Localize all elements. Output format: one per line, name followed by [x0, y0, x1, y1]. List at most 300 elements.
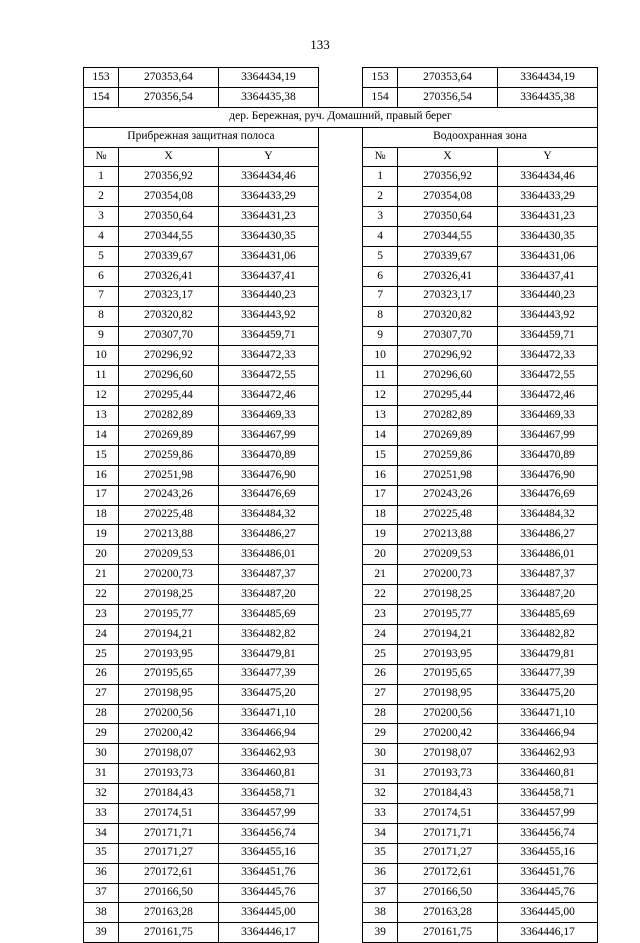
- point-number: 36: [84, 863, 119, 883]
- column-gap: [318, 545, 362, 565]
- x-coordinate: 270213,88: [398, 525, 498, 545]
- point-number: 27: [363, 684, 398, 704]
- y-coordinate: 3364431,06: [498, 247, 598, 267]
- x-coordinate: 270195,77: [119, 605, 219, 625]
- column-gap: [318, 565, 362, 585]
- header-y: Y: [218, 147, 318, 167]
- right-zone-title: Водоохранная зона: [363, 127, 598, 147]
- x-coordinate: 270194,21: [398, 624, 498, 644]
- x-coordinate: 270354,08: [398, 187, 498, 207]
- table-row: [84, 744, 598, 764]
- table-row: [84, 167, 598, 187]
- table-row: [84, 445, 598, 465]
- x-coordinate: 270269,89: [398, 426, 498, 446]
- point-number: 30: [363, 744, 398, 764]
- table-row: [84, 704, 598, 724]
- y-coordinate: 3364433,29: [218, 187, 318, 207]
- y-coordinate: 3364435,38: [218, 87, 318, 107]
- x-coordinate: 270209,53: [119, 545, 219, 565]
- point-number: 31: [84, 764, 119, 784]
- point-number: 21: [363, 565, 398, 585]
- y-coordinate: 3364460,81: [218, 764, 318, 784]
- x-coordinate: 270296,92: [119, 346, 219, 366]
- column-gap: [318, 147, 362, 167]
- column-gap: [318, 247, 362, 267]
- x-coordinate: 270282,89: [398, 406, 498, 426]
- column-gap: [318, 883, 362, 903]
- y-coordinate: 3364487,37: [218, 565, 318, 585]
- point-number: 36: [363, 863, 398, 883]
- column-gap: [318, 525, 362, 545]
- point-number: 10: [363, 346, 398, 366]
- x-coordinate: 270356,92: [119, 167, 219, 187]
- x-coordinate: 270198,07: [398, 744, 498, 764]
- table-row: [84, 565, 598, 585]
- column-gap: [318, 485, 362, 505]
- point-number: 16: [363, 465, 398, 485]
- y-coordinate: 3364472,55: [498, 366, 598, 386]
- x-coordinate: 270339,67: [398, 247, 498, 267]
- point-number: 15: [363, 445, 398, 465]
- point-number: 37: [363, 883, 398, 903]
- y-coordinate: 3364482,82: [498, 624, 598, 644]
- column-gap: [318, 823, 362, 843]
- column-gap: [318, 764, 362, 784]
- table-row: [84, 465, 598, 485]
- y-coordinate: 3364451,76: [218, 863, 318, 883]
- y-coordinate: 3364435,38: [498, 87, 598, 107]
- x-coordinate: 270174,51: [398, 803, 498, 823]
- y-coordinate: 3364476,90: [498, 465, 598, 485]
- y-coordinate: 3364467,99: [218, 426, 318, 446]
- point-number: 17: [84, 485, 119, 505]
- x-coordinate: 270243,26: [398, 485, 498, 505]
- table-row: [84, 664, 598, 684]
- y-coordinate: 3364434,46: [498, 167, 598, 187]
- x-coordinate: 270200,73: [119, 565, 219, 585]
- x-coordinate: 270200,42: [119, 724, 219, 744]
- column-gap: [318, 724, 362, 744]
- column-gap: [318, 127, 362, 147]
- column-gap: [318, 624, 362, 644]
- x-coordinate: 270172,61: [398, 863, 498, 883]
- column-gap: [318, 644, 362, 664]
- page-number: 133: [310, 37, 330, 52]
- x-coordinate: 270323,17: [398, 286, 498, 306]
- x-coordinate: 270339,67: [119, 247, 219, 267]
- table-row: [84, 286, 598, 306]
- coordinates-table: [83, 67, 598, 943]
- x-coordinate: 270295,44: [119, 386, 219, 406]
- column-gap: [318, 505, 362, 525]
- x-coordinate: 270356,92: [398, 167, 498, 187]
- point-number: 14: [363, 426, 398, 446]
- y-coordinate: 3364462,93: [498, 744, 598, 764]
- table-row: [84, 247, 598, 267]
- y-coordinate: 3364486,27: [498, 525, 598, 545]
- point-number: 8: [363, 306, 398, 326]
- x-coordinate: 270296,60: [398, 366, 498, 386]
- zone-title-row: [84, 127, 598, 147]
- x-coordinate: 270269,89: [119, 426, 219, 446]
- column-gap: [318, 923, 362, 943]
- header-number: №: [84, 147, 119, 167]
- point-number: 23: [363, 605, 398, 625]
- table-row: [84, 525, 598, 545]
- column-gap: [318, 903, 362, 923]
- point-number: 33: [363, 803, 398, 823]
- table-row: [84, 187, 598, 207]
- x-coordinate: 270344,55: [119, 227, 219, 247]
- point-number: 20: [363, 545, 398, 565]
- column-gap: [318, 306, 362, 326]
- x-coordinate: 270209,53: [398, 545, 498, 565]
- y-coordinate: 3364470,89: [218, 445, 318, 465]
- x-coordinate: 270193,73: [398, 764, 498, 784]
- point-number: 11: [84, 366, 119, 386]
- point-number: 6: [84, 266, 119, 286]
- column-gap: [318, 744, 362, 764]
- x-coordinate: 270174,51: [119, 803, 219, 823]
- point-number: 27: [84, 684, 119, 704]
- y-coordinate: 3364471,10: [498, 704, 598, 724]
- point-number: 18: [84, 505, 119, 525]
- point-number: 2: [363, 187, 398, 207]
- point-number: 18: [363, 505, 398, 525]
- point-number: 10: [84, 346, 119, 366]
- y-coordinate: 3364459,71: [498, 326, 598, 346]
- x-coordinate: 270171,71: [119, 823, 219, 843]
- point-number: 35: [84, 843, 119, 863]
- point-number: 28: [363, 704, 398, 724]
- table-row: [84, 823, 598, 843]
- x-coordinate: 270198,95: [119, 684, 219, 704]
- point-number: 34: [363, 823, 398, 843]
- y-coordinate: 3364485,69: [498, 605, 598, 625]
- point-number: 13: [84, 406, 119, 426]
- x-coordinate: 270195,77: [398, 605, 498, 625]
- y-coordinate: 3364475,20: [498, 684, 598, 704]
- column-gap: [318, 704, 362, 724]
- table-row: [84, 624, 598, 644]
- x-coordinate: 270296,60: [119, 366, 219, 386]
- column-gap: [318, 266, 362, 286]
- y-coordinate: 3364446,17: [218, 923, 318, 943]
- x-coordinate: 270195,65: [398, 664, 498, 684]
- x-coordinate: 270259,86: [119, 445, 219, 465]
- point-number: 4: [363, 227, 398, 247]
- point-number: 9: [84, 326, 119, 346]
- column-gap: [318, 87, 362, 107]
- table-row: [84, 306, 598, 326]
- column-gap: [318, 187, 362, 207]
- table-row: [84, 764, 598, 784]
- y-coordinate: 3364466,94: [218, 724, 318, 744]
- point-number: 14: [84, 426, 119, 446]
- y-coordinate: 3364431,23: [498, 207, 598, 227]
- point-number: 1: [84, 167, 119, 187]
- x-coordinate: 270198,95: [398, 684, 498, 704]
- point-number: 1: [363, 167, 398, 187]
- x-coordinate: 270326,41: [119, 266, 219, 286]
- column-gap: [318, 803, 362, 823]
- point-number: 22: [84, 585, 119, 605]
- column-gap: [318, 207, 362, 227]
- point-number: 30: [84, 744, 119, 764]
- table-row: [84, 883, 598, 903]
- x-coordinate: 270350,64: [119, 207, 219, 227]
- y-coordinate: 3364445,00: [498, 903, 598, 923]
- column-gap: [318, 386, 362, 406]
- x-coordinate: 270200,56: [398, 704, 498, 724]
- point-number: 23: [84, 605, 119, 625]
- x-coordinate: 270225,48: [119, 505, 219, 525]
- x-coordinate: 270353,64: [398, 68, 498, 88]
- point-number: 3: [84, 207, 119, 227]
- x-coordinate: 270251,98: [119, 465, 219, 485]
- y-coordinate: 3364437,41: [498, 266, 598, 286]
- x-coordinate: 270184,43: [119, 784, 219, 804]
- point-number: 37: [84, 883, 119, 903]
- y-coordinate: 3364467,99: [498, 426, 598, 446]
- x-coordinate: 270320,82: [119, 306, 219, 326]
- table-row: [84, 803, 598, 823]
- y-coordinate: 3364458,71: [218, 784, 318, 804]
- point-number: 154: [363, 87, 398, 107]
- y-coordinate: 3364472,46: [218, 386, 318, 406]
- y-coordinate: 3364476,69: [218, 485, 318, 505]
- header-y: Y: [498, 147, 598, 167]
- y-coordinate: 3364487,20: [218, 585, 318, 605]
- column-gap: [318, 167, 362, 187]
- y-coordinate: 3364445,76: [498, 883, 598, 903]
- point-number: 2: [84, 187, 119, 207]
- point-number: 19: [84, 525, 119, 545]
- y-coordinate: 3364458,71: [498, 784, 598, 804]
- x-coordinate: 270323,17: [119, 286, 219, 306]
- y-coordinate: 3364445,00: [218, 903, 318, 923]
- point-number: 25: [363, 644, 398, 664]
- point-number: 26: [363, 664, 398, 684]
- header-x: X: [119, 147, 219, 167]
- column-gap: [318, 784, 362, 804]
- x-coordinate: 270166,50: [398, 883, 498, 903]
- column-gap: [318, 843, 362, 863]
- point-number: 11: [363, 366, 398, 386]
- y-coordinate: 3364459,71: [218, 326, 318, 346]
- y-coordinate: 3364477,39: [218, 664, 318, 684]
- y-coordinate: 3364476,90: [218, 465, 318, 485]
- table-row: [84, 68, 598, 88]
- x-coordinate: 270282,89: [119, 406, 219, 426]
- x-coordinate: 270193,95: [119, 644, 219, 664]
- point-number: 7: [84, 286, 119, 306]
- point-number: 13: [363, 406, 398, 426]
- y-coordinate: 3364477,39: [498, 664, 598, 684]
- point-number: 25: [84, 644, 119, 664]
- y-coordinate: 3364466,94: [498, 724, 598, 744]
- point-number: 15: [84, 445, 119, 465]
- y-coordinate: 3364475,20: [218, 684, 318, 704]
- y-coordinate: 3364476,69: [498, 485, 598, 505]
- x-coordinate: 270193,95: [398, 644, 498, 664]
- y-coordinate: 3364430,35: [498, 227, 598, 247]
- y-coordinate: 3364445,76: [218, 883, 318, 903]
- section-title: дер. Бережная, руч. Домашний, правый берег: [84, 107, 598, 127]
- y-coordinate: 3364456,74: [218, 823, 318, 843]
- column-gap: [318, 227, 362, 247]
- x-coordinate: 270251,98: [398, 465, 498, 485]
- y-coordinate: 3364434,46: [218, 167, 318, 187]
- y-coordinate: 3364484,32: [218, 505, 318, 525]
- x-coordinate: 270259,86: [398, 445, 498, 465]
- y-coordinate: 3364456,74: [498, 823, 598, 843]
- column-gap: [318, 684, 362, 704]
- point-number: 16: [84, 465, 119, 485]
- x-coordinate: 270356,54: [119, 87, 219, 107]
- x-coordinate: 270344,55: [398, 227, 498, 247]
- x-coordinate: 270296,92: [398, 346, 498, 366]
- x-coordinate: 270161,75: [398, 923, 498, 943]
- y-coordinate: 3364460,81: [498, 764, 598, 784]
- column-gap: [318, 326, 362, 346]
- y-coordinate: 3364434,19: [218, 68, 318, 88]
- table-row: [84, 863, 598, 883]
- y-coordinate: 3364469,33: [498, 406, 598, 426]
- point-number: 20: [84, 545, 119, 565]
- column-gap: [318, 426, 362, 446]
- table-row: [84, 386, 598, 406]
- point-number: 4: [84, 227, 119, 247]
- point-number: 31: [363, 764, 398, 784]
- y-coordinate: 3364455,16: [498, 843, 598, 863]
- point-number: 34: [84, 823, 119, 843]
- x-coordinate: 270225,48: [398, 505, 498, 525]
- column-gap: [318, 465, 362, 485]
- y-coordinate: 3364430,35: [218, 227, 318, 247]
- column-gap: [318, 346, 362, 366]
- y-coordinate: 3364472,46: [498, 386, 598, 406]
- y-coordinate: 3364470,89: [498, 445, 598, 465]
- y-coordinate: 3364434,19: [498, 68, 598, 88]
- table-row: [84, 406, 598, 426]
- column-header-row: [84, 147, 598, 167]
- x-coordinate: 270198,25: [398, 585, 498, 605]
- point-number: 9: [363, 326, 398, 346]
- point-number: 32: [84, 784, 119, 804]
- x-coordinate: 270326,41: [398, 266, 498, 286]
- point-number: 28: [84, 704, 119, 724]
- y-coordinate: 3364486,01: [218, 545, 318, 565]
- y-coordinate: 3364472,33: [218, 346, 318, 366]
- point-number: 6: [363, 266, 398, 286]
- x-coordinate: 270172,61: [119, 863, 219, 883]
- y-coordinate: 3364431,23: [218, 207, 318, 227]
- point-number: 38: [363, 903, 398, 923]
- x-coordinate: 270213,88: [119, 525, 219, 545]
- section-title-row: [84, 107, 598, 127]
- y-coordinate: 3364487,37: [498, 565, 598, 585]
- y-coordinate: 3364486,01: [498, 545, 598, 565]
- x-coordinate: 270353,64: [119, 68, 219, 88]
- column-gap: [318, 406, 362, 426]
- point-number: 154: [84, 87, 119, 107]
- y-coordinate: 3364479,81: [218, 644, 318, 664]
- y-coordinate: 3364469,33: [218, 406, 318, 426]
- table-row: [84, 684, 598, 704]
- y-coordinate: 3364433,29: [498, 187, 598, 207]
- x-coordinate: 270194,21: [119, 624, 219, 644]
- x-coordinate: 270171,71: [398, 823, 498, 843]
- table-row: [84, 923, 598, 943]
- y-coordinate: 3364484,32: [498, 505, 598, 525]
- table-row: [84, 903, 598, 923]
- table-row: [84, 426, 598, 446]
- column-gap: [318, 664, 362, 684]
- column-gap: [318, 585, 362, 605]
- x-coordinate: 270200,56: [119, 704, 219, 724]
- y-coordinate: 3364472,33: [498, 346, 598, 366]
- x-coordinate: 270243,26: [119, 485, 219, 505]
- table-row: [84, 724, 598, 744]
- point-number: 29: [363, 724, 398, 744]
- x-coordinate: 270320,82: [398, 306, 498, 326]
- x-coordinate: 270193,73: [119, 764, 219, 784]
- table-row: [84, 346, 598, 366]
- y-coordinate: 3364440,23: [218, 286, 318, 306]
- column-gap: [318, 863, 362, 883]
- x-coordinate: 270356,54: [398, 87, 498, 107]
- y-coordinate: 3364472,55: [218, 366, 318, 386]
- table-row: [84, 644, 598, 664]
- point-number: 33: [84, 803, 119, 823]
- point-number: 8: [84, 306, 119, 326]
- x-coordinate: 270198,25: [119, 585, 219, 605]
- y-coordinate: 3364479,81: [498, 644, 598, 664]
- point-number: 5: [363, 247, 398, 267]
- y-coordinate: 3364443,92: [218, 306, 318, 326]
- point-number: 24: [84, 624, 119, 644]
- point-number: 12: [363, 386, 398, 406]
- y-coordinate: 3364462,93: [218, 744, 318, 764]
- point-number: 19: [363, 525, 398, 545]
- x-coordinate: 270166,50: [119, 883, 219, 903]
- table-row: [84, 266, 598, 286]
- point-number: 38: [84, 903, 119, 923]
- point-number: 7: [363, 286, 398, 306]
- x-coordinate: 270163,28: [119, 903, 219, 923]
- y-coordinate: 3364455,16: [218, 843, 318, 863]
- header-number: №: [363, 147, 398, 167]
- point-number: 35: [363, 843, 398, 863]
- y-coordinate: 3364482,82: [218, 624, 318, 644]
- column-gap: [318, 68, 362, 88]
- table-row: [84, 545, 598, 565]
- point-number: 153: [363, 68, 398, 88]
- table-row: [84, 585, 598, 605]
- y-coordinate: 3364437,41: [218, 266, 318, 286]
- x-coordinate: 270161,75: [119, 923, 219, 943]
- y-coordinate: 3364486,27: [218, 525, 318, 545]
- y-coordinate: 3364487,20: [498, 585, 598, 605]
- x-coordinate: 270184,43: [398, 784, 498, 804]
- x-coordinate: 270198,07: [119, 744, 219, 764]
- x-coordinate: 270307,70: [119, 326, 219, 346]
- column-gap: [318, 605, 362, 625]
- column-gap: [318, 366, 362, 386]
- y-coordinate: 3364443,92: [498, 306, 598, 326]
- point-number: 39: [363, 923, 398, 943]
